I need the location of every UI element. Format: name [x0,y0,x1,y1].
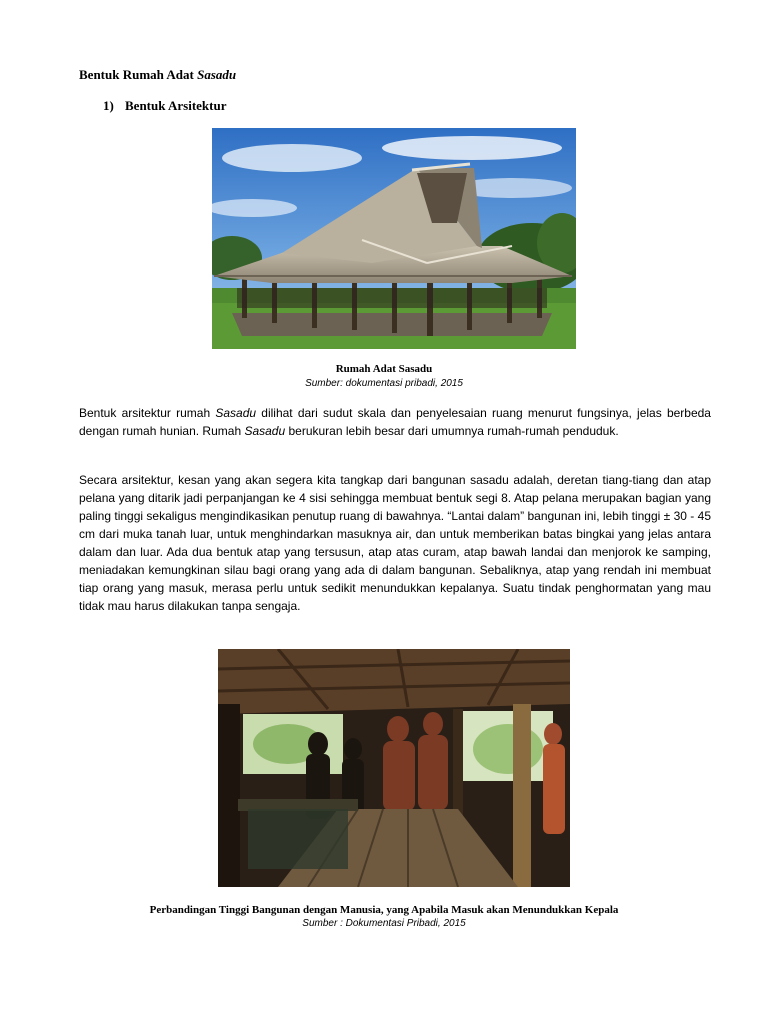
figure-caption-title: Rumah Adat Sasadu [335,363,433,375]
sasadu-house-photo [212,128,576,349]
section-heading [79,67,236,83]
subsection-heading [103,98,226,114]
paragraph-italic-term: Sasadu [215,406,257,420]
paragraph-text: dilihat dari sudut skala dan penyelesaian ruang menurut fungsinya, jelas berbeda dengan rumah hunian. Rumah [79,406,711,438]
paragraph-italic-term: Sasadu [244,424,286,438]
body-paragraph [79,404,711,440]
paragraph-text: Bentuk arsitektur rumah [79,406,216,420]
subsection-number: 1) [103,98,114,113]
section-heading-text: Bentuk Rumah Adat [79,67,198,82]
subsection-label: Bentuk Arsitektur [125,98,227,113]
figure-caption-title: Perbandingan Tinggi Bangunan dengan Manusia, yang Apabila Masuk akan Menundukkan Kepala [149,904,619,916]
interior-people-photo [218,649,570,887]
paragraph-text: berukuran lebih besar dari umumnya rumah-rumah penduduk. [285,424,619,438]
section-heading-italic: Sasadu [197,67,237,82]
body-paragraph: Secara arsitektur, kesan yang akan segera kita tangkap dari bangunan sasadu adalah, deretan tiang-tiang dan atap pelana yang ditarik jadi perpanjangan ke 4 sisi sehingga membuat bentuk segi 8. Atap pelana merupakan bagian yang paling tinggi sekaligus mengindikasikan penutup ruang di bawahnya. “Lantai dalam” bangunan ini, lebih tinggi ± 30 - 45 cm dari muka tanah luar, untuk menghindarkan masuknya air, dan untuk memberikan batas bingkai yang jelas antara dalam dan luar. Ada dua bentuk atap yang tersusun, atap atas curam, atap bawah landai dan menjorok ke samping, meniadakan kemungkinan silau bagi orang yang ada di dalam bangunan. Sebaliknya, atap yang rendah ini membuat tiap orang yang masuk, merasa perlu untuk sedikit menundukkan kepalanya. Suatu tindak penghormatan yang mau tidak mau harus dilakukan tanpa sengaja. [79,473,711,613]
figure-caption-source: Sumber: dokumentasi pribadi, 2015 [305,378,463,389]
figure-caption-source: Sumber : Dokumentasi Pribadi, 2015 [302,918,466,929]
